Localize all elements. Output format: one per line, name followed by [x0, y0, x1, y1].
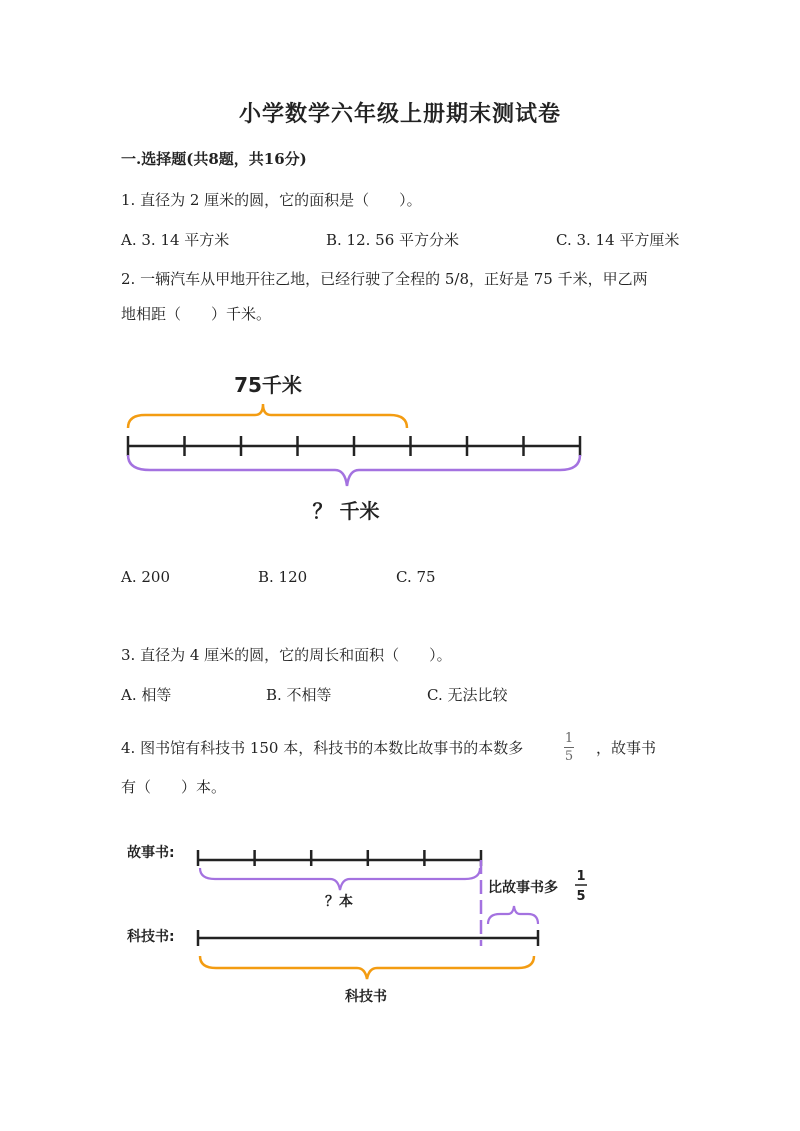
q1-option-b: B. 12. 56 平方分米: [326, 231, 460, 249]
page-title: 小学数学六年级上册期末测试卷: [238, 101, 561, 127]
q3-option-c: C. 无法比较: [427, 686, 508, 704]
q2-option-a: A. 200: [121, 568, 170, 586]
q4-tech-label: 科技书:: [127, 929, 175, 945]
q4-tech-brace: [200, 956, 534, 979]
question-3-text: 3. 直径为 4 厘米的圆，它的周长和面积（ ）。: [121, 646, 452, 664]
q4-fraction-numerator: 1: [564, 731, 574, 746]
question-4-line-1a: 4. 图书馆有科技书 150 本，科技书的本数比故事书的本数多: [121, 739, 524, 757]
q4-bar-model-diagram: [0, 830, 800, 1015]
question-2-line-2: 地相距（ ）千米。: [121, 305, 272, 323]
q3-option-a: A. 相等: [121, 686, 172, 704]
q2-option-b: B. 120: [258, 568, 308, 586]
question-2-line-1: 2. 一辆汽车从甲地开往乙地，已经行驶了全程的 5/8，正好是 75 千米，甲乙两: [121, 270, 648, 288]
q2-orange-brace: [128, 404, 407, 428]
q4-tech-brace-label: 科技书: [345, 989, 387, 1005]
q2-bottom-label: ？ 千米: [312, 499, 380, 523]
q4-fraction: [564, 731, 574, 764]
q2-purple-brace: [128, 455, 580, 486]
q2-option-c: C. 75: [396, 568, 436, 586]
q4-compare-frac-den: 5: [576, 889, 586, 904]
q4-compare-label: 比故事书多: [488, 880, 558, 896]
q4-extra-brace: [488, 906, 538, 924]
q2-top-label: 75千米: [234, 373, 302, 397]
section-heading: 一.选择题(共8题，共16分): [121, 150, 307, 168]
q4-story-brace-label: ？本: [325, 894, 353, 910]
q4-fraction-bar: [564, 747, 574, 748]
q1-option-c: C. 3. 14 平方厘米: [556, 231, 680, 249]
question-1-text: 1. 直径为 2 厘米的圆，它的面积是（ ）。: [121, 191, 422, 209]
q4-fraction-denominator: 5: [564, 749, 574, 764]
q4-story-ticks: [198, 850, 481, 866]
q4-story-brace: [200, 868, 480, 890]
q3-option-b: B. 不相等: [266, 686, 332, 704]
q1-option-a: A. 3. 14 平方米: [121, 231, 230, 249]
q4-compare-frac-num: 1: [576, 869, 586, 884]
question-4-line-2: 有（ ）本。: [121, 778, 227, 796]
question-4-line-1b: ，故事书: [596, 739, 657, 757]
q4-story-label: 故事书:: [127, 845, 175, 861]
q2-line-segment-diagram: [0, 360, 800, 530]
